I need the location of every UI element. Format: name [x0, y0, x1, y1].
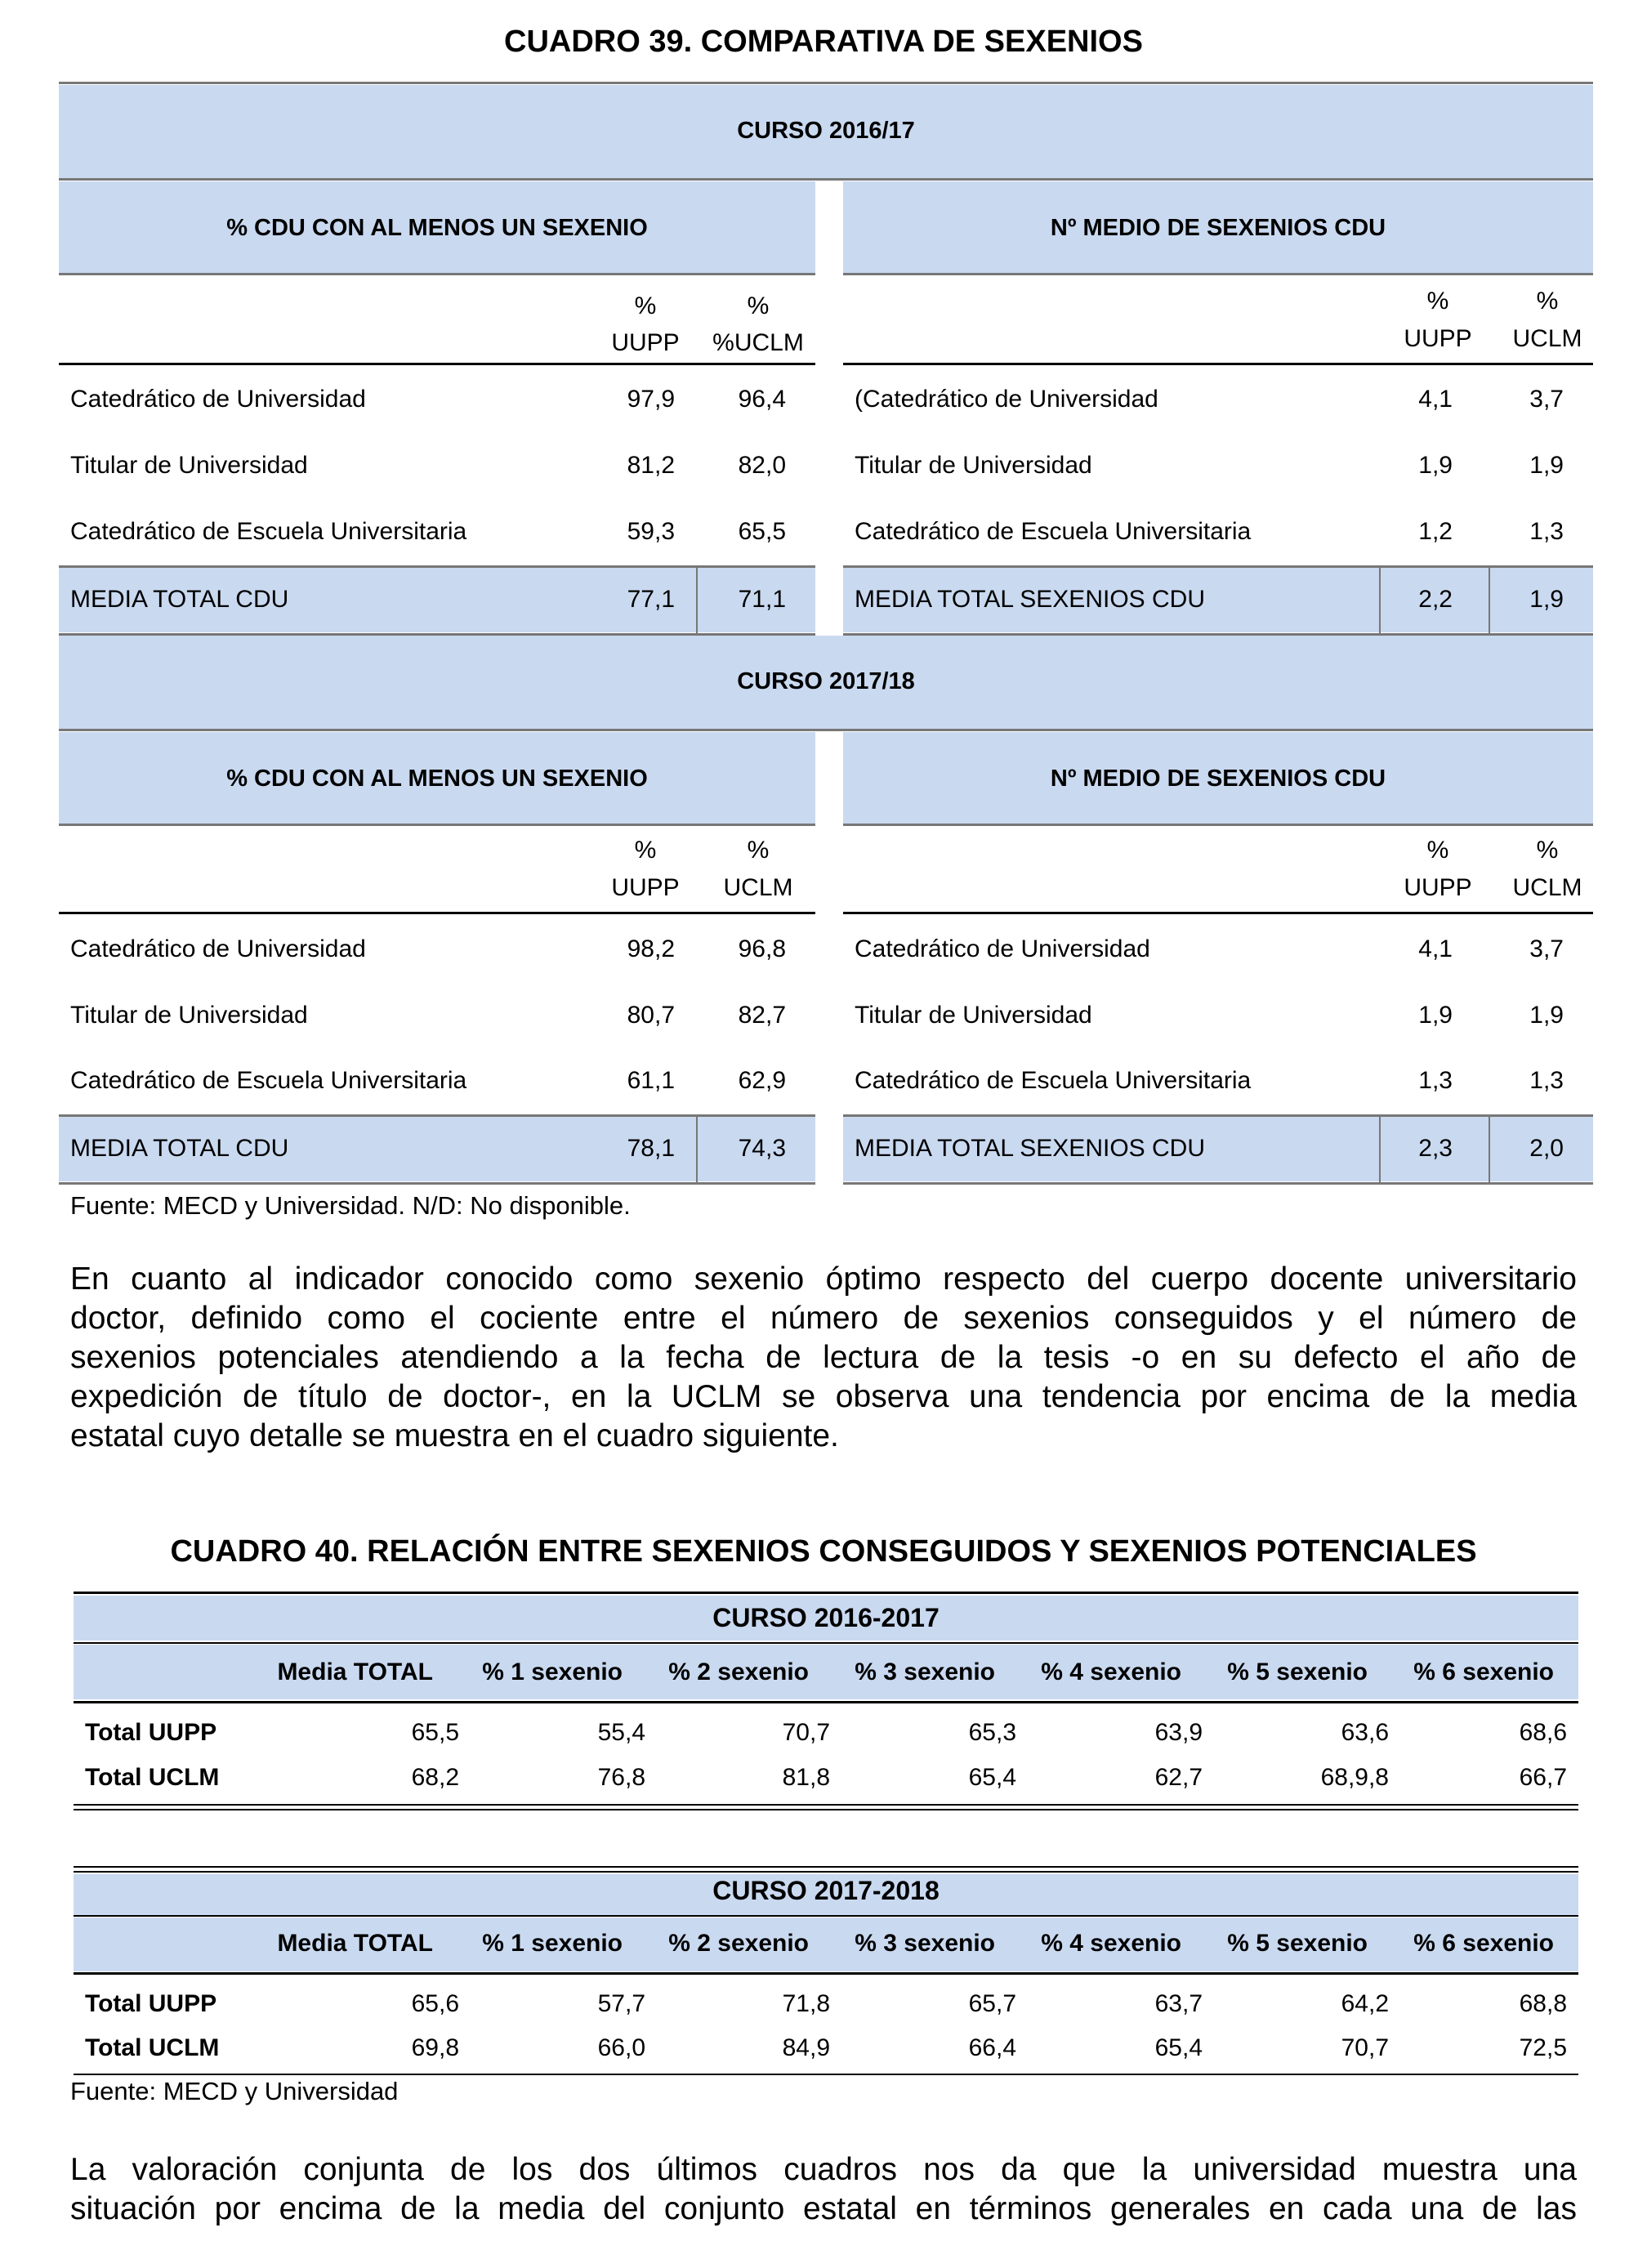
- cuadro40-source: Fuente: MECD y Universidad: [70, 2077, 399, 2105]
- curso-label: CURSO 2017-2018: [712, 1876, 940, 1905]
- col-header: % 5 sexenio: [1227, 1930, 1368, 1957]
- cuadro39-title: CUADRO 39. COMPARATIVA DE SEXENIOS: [504, 25, 1143, 59]
- col-header: % 1 sexenio: [482, 1930, 623, 1957]
- paragraph-1: En cuanto al indicador conocido como sexenio óptimo respecto del cuerpo docente universitario doctor, definido como el cociente entre el número de sexenios conseguidos y el número de sexenios potenciales atendiendo a la fecha de lectura de la tesis -o en su defecto el año de expedición de título de doctor-, en la UCLM se observa una tendencia por encima de la media estatal cuyo detalle se muestra en el cuadro siguiente.: [70, 1261, 1577, 1453]
- cuadro39-source: Fuente: MECD y Universidad. N/D: No disponible.: [70, 1191, 631, 1220]
- left-header: % CDU CON AL MENOS UN SEXENIO: [226, 766, 648, 792]
- col-header: % 3 sexenio: [855, 1930, 995, 1957]
- col-header: % 3 sexenio: [855, 1659, 995, 1685]
- col-header: % 2 sexenio: [668, 1659, 809, 1685]
- col-header: % 5 sexenio: [1227, 1659, 1368, 1685]
- col-header: % 1 sexenio: [482, 1659, 623, 1685]
- curso-label: CURSO 2017/18: [737, 668, 915, 694]
- col-header: % 4 sexenio: [1041, 1930, 1181, 1957]
- paragraph-2: La valoración conjunta de los dos últimos cuadros nos da que la universidad muestra una situación por encima de la media del conjunto estatal en términos generales en cada una de las: [70, 2152, 1577, 2226]
- col-header: Media TOTAL: [277, 1659, 433, 1685]
- cuadro40-title: CUADRO 40. RELACIÓN ENTRE SEXENIOS CONSEGUIDOS Y SEXENIOS POTENCIALES: [170, 1534, 1477, 1569]
- col-header: % 6 sexenio: [1413, 1659, 1554, 1685]
- col-header: % 2 sexenio: [668, 1930, 809, 1957]
- curso-label: CURSO 2016-2017: [712, 1603, 940, 1632]
- curso-label: CURSO 2016/17: [737, 118, 915, 144]
- right-header: Nº MEDIO DE SEXENIOS CDU: [1050, 215, 1386, 241]
- col-header: % 6 sexenio: [1413, 1930, 1554, 1957]
- right-header: Nº MEDIO DE SEXENIOS CDU: [1050, 766, 1386, 792]
- col-header: % 4 sexenio: [1041, 1659, 1181, 1685]
- left-header: % CDU CON AL MENOS UN SEXENIO: [226, 215, 648, 241]
- col-header: Media TOTAL: [277, 1930, 433, 1957]
